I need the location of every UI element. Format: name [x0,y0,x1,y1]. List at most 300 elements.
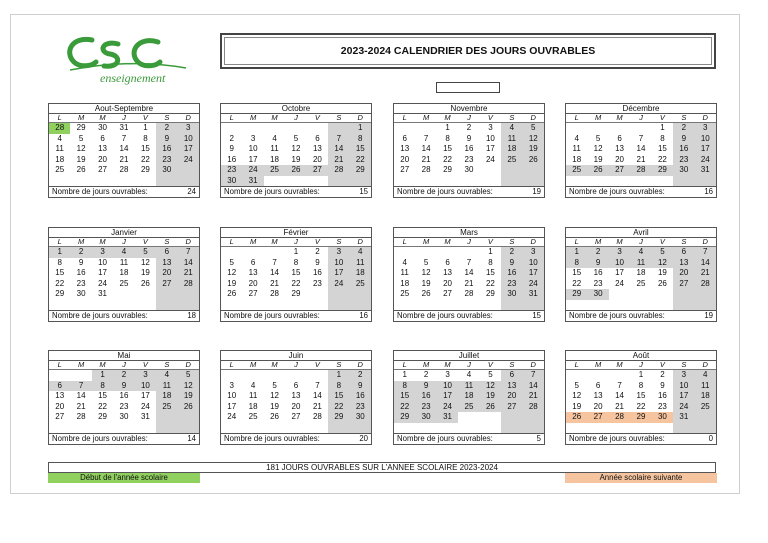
day-cell: 21 [119,154,129,164]
day-cell [394,176,415,187]
workdays-count: 16 [704,187,713,196]
day-header: L [574,113,579,122]
day-cell: 2 [466,123,472,132]
day-header: D [702,237,708,246]
day-cell: 24 [242,165,263,176]
day-cell: 31 [695,165,716,176]
day-cell [221,247,242,258]
day-header: S [681,360,687,369]
day-cell: 9 [587,258,608,269]
day-cell [328,289,349,300]
day-cell: 23 [464,154,474,164]
day-cell: 1 [328,370,349,381]
day-cell: 27 [248,289,258,298]
day-cell: 18 [270,154,280,164]
day-cell: 3 [488,123,493,132]
day-header: D [530,237,536,246]
day-cell [328,423,349,434]
day-cell [566,370,587,381]
day-grid [49,122,199,186]
workdays-label: Nombre de jours ouvrables: [52,311,148,320]
day-header: M [99,237,106,246]
day-header: M [595,360,602,369]
day-cell: 15 [636,391,646,400]
day-cell: 7 [466,257,472,267]
day-cell: 26 [178,402,199,413]
day-header: M [250,113,257,122]
day-cell: 4 [695,370,716,381]
day-cell: 14 [270,268,280,277]
day-cell: 13 [673,258,694,269]
day-cell: 2 [229,133,234,143]
workdays-label: Nombre de jours ouvrables: [569,434,665,443]
day-cell: 22 [98,401,108,411]
day-cell: 5 [78,133,84,143]
day-header: M [616,113,623,122]
day-cell [242,370,263,381]
day-cell: 19 [480,391,501,402]
day-cell: 16 [415,391,436,402]
day-cell: 8 [488,257,493,267]
day-header: J [294,237,298,246]
day-header: M [78,237,85,246]
day-cell: 27 [98,165,108,174]
day-header: M [595,237,602,246]
day-cell: 5 [272,380,277,390]
day-header: L [57,360,62,369]
day-cell: 7 [523,370,544,381]
day-headers [221,114,371,122]
day-cell [307,289,328,300]
day-cell [178,176,199,187]
day-cell: 27 [55,412,65,421]
day-cell [480,165,501,176]
day-cell: 11 [350,258,371,269]
day-cell: 5 [574,380,579,390]
day-header: S [164,360,170,369]
day-cell: 9 [501,258,522,269]
day-header: V [142,113,148,122]
day-header: M [595,113,602,122]
day-header: J [294,360,298,369]
day-cell: 29 [55,289,65,298]
day-cell: 8 [445,133,450,143]
day-cell [480,423,501,434]
day-cell: 19 [421,278,431,288]
day-cell: 12 [76,144,86,153]
day-header: V [659,237,665,246]
day-cell: 23 [501,279,522,290]
day-cell: 14 [523,381,544,392]
day-cell: 28 [464,289,474,298]
day-cell [221,300,242,311]
day-cell [652,289,673,300]
day-cell: 1 [293,247,299,256]
day-cell: 21 [270,278,280,288]
day-cell [458,247,479,258]
day-cell: 25 [695,402,716,413]
day-cell: 5 [178,370,199,381]
day-cell: 20 [673,268,694,279]
day-cell: 24 [695,155,716,166]
day-headers [394,114,544,122]
day-cell [113,289,134,300]
day-headers [49,361,199,369]
month-footer [49,186,199,197]
day-cell [480,176,501,187]
day-cell: 30 [673,165,694,176]
day-cell [285,370,306,381]
day-cell [480,412,501,423]
day-cell: 31 [98,289,108,298]
day-cell [587,300,608,311]
day-cell: 21 [328,155,349,166]
day-headers [394,238,544,246]
day-cell [652,300,673,311]
day-cell: 24 [523,279,544,290]
day-cell: 24 [615,278,625,288]
day-cell [415,176,436,187]
day-cell: 16 [227,154,237,164]
day-cell: 8 [638,380,644,390]
day-header: M [616,237,623,246]
day-cell: 23 [415,402,436,413]
day-cell [394,247,415,258]
day-grid [394,246,544,310]
day-cell: 4 [156,370,177,381]
day-cell: 20 [615,154,625,164]
day-cell: 15 [291,268,301,277]
day-header: S [164,113,170,122]
day-cell [566,123,587,134]
day-cell: 10 [135,381,156,392]
day-cell: 14 [328,144,349,155]
day-header: D [702,360,708,369]
day-cell [523,423,544,434]
day-cell: 28 [523,402,544,413]
day-cell: 26 [421,289,431,298]
day-cell [285,300,306,311]
month-name: Décembre [566,104,716,114]
day-cell: 30 [652,412,673,423]
day-cell: 22 [291,278,301,288]
workdays-count: 14 [187,434,196,443]
day-cell: 13 [55,391,65,400]
day-cell: 26 [657,278,667,288]
day-header: S [336,360,342,369]
day-cell: 12 [421,268,431,277]
day-cell: 22 [328,402,349,413]
day-cell: 18 [572,154,582,164]
day-cell [307,300,328,311]
month-footer [394,433,544,444]
day-cell: 9 [78,257,84,267]
day-cell: 27 [609,165,630,176]
day-cell: 5 [488,370,493,379]
day-cell [328,123,349,134]
month-block [220,350,372,445]
day-cell: 10 [98,257,108,267]
day-cell: 25 [55,165,65,174]
day-cell: 13 [248,268,258,277]
day-cell: 12 [523,134,544,145]
day-cell: 30 [156,165,177,176]
workdays-label: Nombre de jours ouvrables: [397,434,493,443]
workdays-label: Nombre de jours ouvrables: [569,311,665,320]
day-cell: 12 [227,268,237,277]
day-cell: 8 [566,258,587,269]
day-cell: 25 [350,279,371,290]
day-cell: 30 [415,412,436,423]
workdays-count: 5 [536,434,541,443]
day-cell: 28 [270,289,280,298]
day-cell: 12 [480,381,501,392]
day-cell: 22 [572,278,582,288]
day-cell: 29 [485,289,495,298]
day-cell: 4 [250,380,256,390]
day-headers [394,361,544,369]
workdays-count: 15 [532,311,541,320]
day-header: L [402,237,407,246]
month-block [393,227,545,322]
day-cell: 18 [350,268,371,279]
day-cell: 11 [400,268,409,277]
day-cell [307,176,328,187]
day-cell [221,370,242,381]
day-header: J [122,237,126,246]
day-cell [437,423,458,434]
day-cell: 2 [673,123,694,134]
day-cell: 23 [156,155,177,166]
day-cell: 15 [572,268,582,277]
day-cell: 14 [312,391,322,400]
day-cell: 20 [312,154,322,164]
month-block [393,350,545,445]
day-cell: 9 [229,144,234,153]
day-cell: 4 [272,133,277,143]
day-cell [242,300,263,311]
day-cell: 6 [156,247,177,258]
day-cell [695,289,716,300]
day-cell: 22 [657,154,667,164]
day-cell [609,176,630,187]
day-header: L [229,360,234,369]
day-cell: 12 [178,381,199,392]
day-header: L [57,113,62,122]
day-cell [328,300,349,311]
day-cell: 5 [423,257,429,267]
day-cell: 9 [350,381,371,392]
day-header: D [357,237,363,246]
day-header: D [185,113,191,122]
day-cell [695,412,716,423]
day-cell [587,423,608,434]
day-cell [415,423,436,434]
day-header: S [164,237,170,246]
day-cell: 10 [523,258,544,269]
day-cell: 3 [445,370,450,379]
month-name: Août [566,351,716,361]
day-header: L [229,113,234,122]
day-header: J [639,237,643,246]
day-cell: 28 [49,123,70,134]
day-header: D [185,237,191,246]
day-cell [307,123,328,134]
day-cell: 20 [98,154,108,164]
day-cell: 23 [221,165,242,176]
day-cell [630,300,651,311]
day-cell: 22 [394,402,415,413]
day-header: L [574,237,579,246]
day-cell: 13 [501,381,522,392]
day-cell: 30 [501,289,522,300]
month-name: Novembre [394,104,544,114]
day-cell [673,423,694,434]
day-cell: 15 [98,391,108,400]
day-cell: 24 [673,402,694,413]
day-cell: 23 [593,278,603,288]
total-workdays: 181 JOURS OUVRABLES SUR L'ANNEE SCOLAIRE 2023-2024 [48,462,716,473]
day-cell: 31 [673,412,694,423]
day-cell: 17 [227,401,237,411]
day-cell: 27 [501,402,522,413]
day-grid [566,122,716,186]
day-cell: 2 [587,247,608,258]
day-cell: 3 [135,370,156,381]
csc-logo [62,30,192,92]
day-cell [350,423,371,434]
day-cell: 17 [178,144,199,155]
day-cell: 13 [593,391,603,400]
day-cell: 24 [328,279,349,290]
day-cell: 30 [587,289,608,300]
day-cell [242,423,263,434]
day-cell: 6 [445,257,450,267]
day-header: J [122,113,126,122]
day-header: M [250,360,257,369]
day-header: J [467,113,471,122]
month-footer [566,310,716,321]
day-cell [630,289,651,300]
day-cell: 6 [293,380,299,390]
day-cell: 29 [350,165,371,176]
day-cell: 26 [76,165,86,174]
day-cell: 23 [673,155,694,166]
day-header: V [487,113,493,122]
month-name: Mai [49,351,199,361]
month-name: Mars [394,228,544,238]
day-header: D [530,113,536,122]
day-header: S [336,237,342,246]
month-footer [221,310,371,321]
day-cell [587,176,608,187]
day-cell: 3 [328,247,349,258]
day-header: L [402,360,407,369]
day-cell: 11 [630,258,651,269]
day-cell: 7 [272,257,277,267]
day-cell [437,300,458,311]
day-cell [523,165,544,176]
day-cell: 25 [458,402,479,413]
day-cell: 19 [178,391,199,402]
day-cell [156,423,177,434]
day-cell [70,176,91,187]
day-cell [156,289,177,300]
day-cell: 3 [523,247,544,258]
day-cell: 27 [400,165,410,174]
day-cell: 11 [156,381,177,392]
day-cell: 29 [140,165,150,174]
day-cell [156,412,177,423]
day-cell: 29 [98,412,108,421]
day-cell [695,176,716,187]
day-cell: 26 [480,402,501,413]
day-cell: 26 [523,155,544,166]
day-cell [458,423,479,434]
day-cell: 30 [350,412,371,423]
day-cell: 20 [156,268,177,279]
day-headers [49,238,199,246]
day-cell [394,123,415,134]
day-cell: 16 [501,268,522,279]
day-cell [566,423,587,434]
day-cell: 12 [652,258,673,269]
day-cell: 3 [673,370,694,381]
day-cell: 12 [572,391,582,400]
day-cell: 15 [394,391,415,402]
day-cell: 25 [248,412,258,421]
day-cell: 31 [523,289,544,300]
day-cell: 16 [673,144,694,155]
day-cell: 7 [617,380,622,390]
day-cell: 24 [140,401,150,411]
day-cell: 29 [652,165,673,176]
logo-subtitle: enseignement [100,71,166,85]
day-cell: 27 [443,289,453,298]
day-headers [566,238,716,246]
day-header: S [681,113,687,122]
day-cell: 3 [609,247,630,258]
day-cell: 18 [55,154,65,164]
day-cell [135,176,156,187]
day-cell: 8 [57,257,62,267]
day-grid [221,122,371,186]
day-cell: 11 [119,257,129,267]
day-cell: 10 [227,391,237,400]
day-cell [394,423,415,434]
day-cell: 9 [673,134,694,145]
month-block [393,103,545,198]
day-cell [566,176,587,187]
day-cell: 1 [143,123,148,132]
day-header: S [509,360,515,369]
day-header: J [639,113,643,122]
day-header: J [639,360,643,369]
day-cell: 5 [229,257,234,267]
day-cell [609,289,630,300]
day-cell [652,176,673,187]
day-cell [328,176,349,187]
day-cell [264,423,285,434]
day-cell: 9 [315,257,320,267]
day-cell: 27 [156,279,177,290]
day-cell [178,289,199,300]
day-header: L [229,237,234,246]
day-cell: 1 [49,247,70,258]
day-cell: 31 [437,412,458,423]
day-grid [566,246,716,310]
day-cell: 25 [636,278,646,288]
